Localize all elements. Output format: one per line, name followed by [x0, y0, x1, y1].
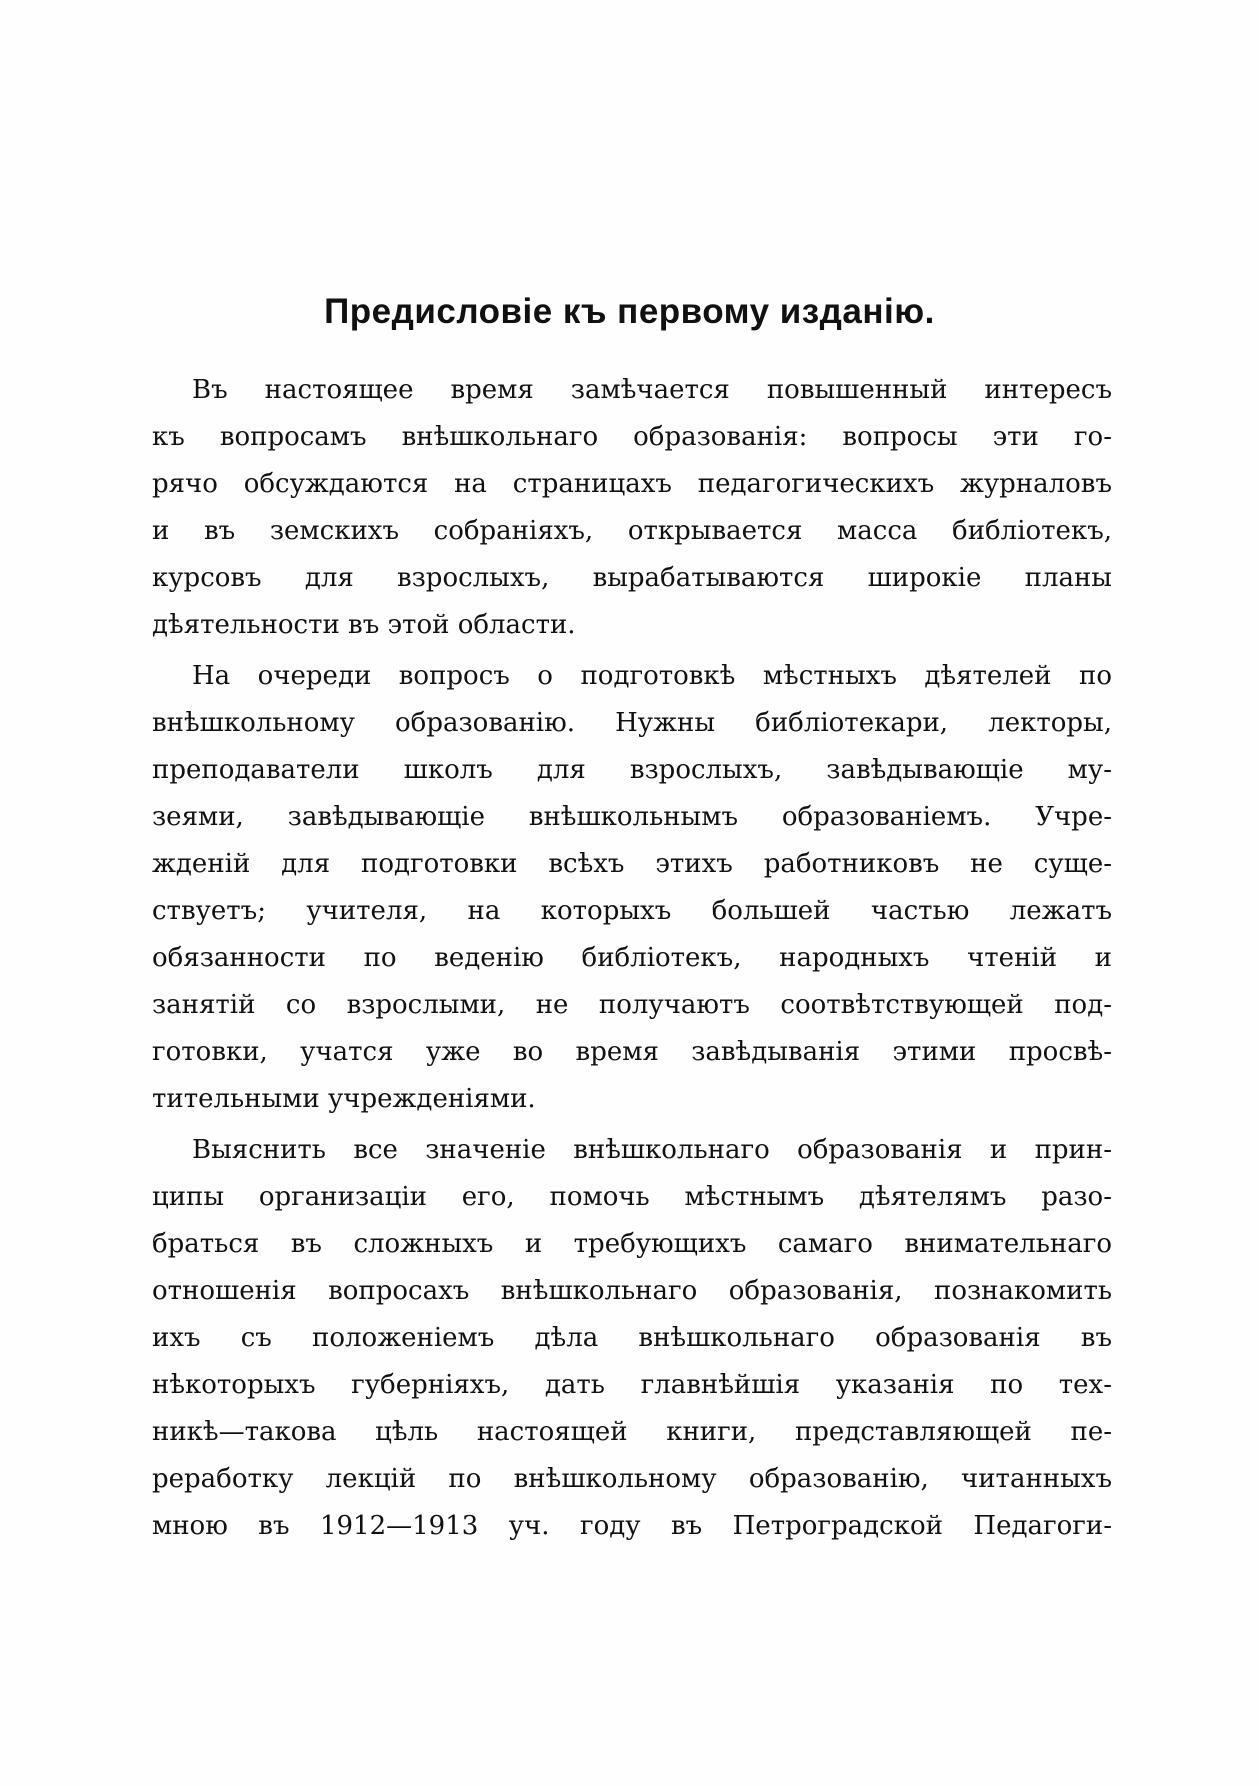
paragraph-3 [152, 1127, 1112, 1550]
text-line: никѣ—такова цѣль настоящей книги, представляющей пе- [152, 1417, 1112, 1447]
body-text [152, 367, 1112, 1550]
text-line: жденій для подготовки всѣхъ этихъ работниковъ не суще- [152, 849, 1112, 879]
text-line: ихъ съ положеніемъ дѣла внѣшкольнаго образованія въ [152, 1323, 1112, 1353]
text-line: мною въ 1912—1913 уч. году въ Петроградской Педагоги- [152, 1511, 1112, 1541]
text-line: зеями, завѣдывающіе внѣшкольнымъ образованіемъ. Учре- [152, 802, 1112, 832]
text-line: занятій со взрослыми, не получаютъ соотвѣтствующей под- [152, 990, 1112, 1020]
text-line: дѣятельности въ этой области. [152, 610, 576, 640]
text-line: ствуетъ; учителя, на которыхъ большей частью лежатъ [152, 896, 1112, 926]
paragraph-2 [152, 653, 1112, 1123]
text-line: Въ настоящее время замѣчается повышенный интересъ [192, 375, 1112, 405]
text-line: отношенія вопросахъ внѣшкольнаго образованія, познакомить [152, 1276, 1112, 1306]
text-line: тительными учрежденіями. [152, 1084, 536, 1114]
page-title: Предисловіе къ первому изданію. [324, 292, 935, 331]
paragraph-1 [152, 367, 1112, 649]
text-line: На очереди вопросъ о подготовкѣ мѣстныхъ дѣятелей по [192, 661, 1112, 691]
text-line: рячо обсуждаются на страницахъ педагогическихъ журналовъ [152, 469, 1112, 499]
text-line: Выяснить все значеніе внѣшкольнаго образованія и прин- [192, 1135, 1112, 1165]
text-line: ципы организаціи его, помочь мѣстнымъ дѣятелямъ разо- [152, 1182, 1112, 1212]
text-line: внѣшкольному образованію. Нужны библіотекари, лекторы, [152, 708, 1112, 738]
text-line: реработку лекцій по внѣшкольному образованію, читанныхъ [152, 1464, 1112, 1494]
text-line: преподаватели школъ для взрослыхъ, завѣдывающіе му- [152, 755, 1112, 785]
text-line: браться въ сложныхъ и требующихъ самаго внимательнаго [152, 1229, 1112, 1259]
text-line: обязанности по веденію библіотекъ, народныхъ чтеній и [152, 943, 1112, 973]
text-line: къ вопросамъ внѣшкольнаго образованія: вопросы эти го- [152, 422, 1112, 452]
text-line: и въ земскихъ собраніяхъ, открывается масса библіотекъ, [152, 516, 1112, 546]
text-line: готовки, учатся уже во время завѣдыванія этими просвѣ- [152, 1037, 1112, 1067]
text-line: курсовъ для взрослыхъ, вырабатываются широкіе планы [152, 563, 1112, 593]
text-line: нѣкоторыхъ губерніяхъ, дать главнѣйшія указанія по тех- [152, 1370, 1112, 1400]
